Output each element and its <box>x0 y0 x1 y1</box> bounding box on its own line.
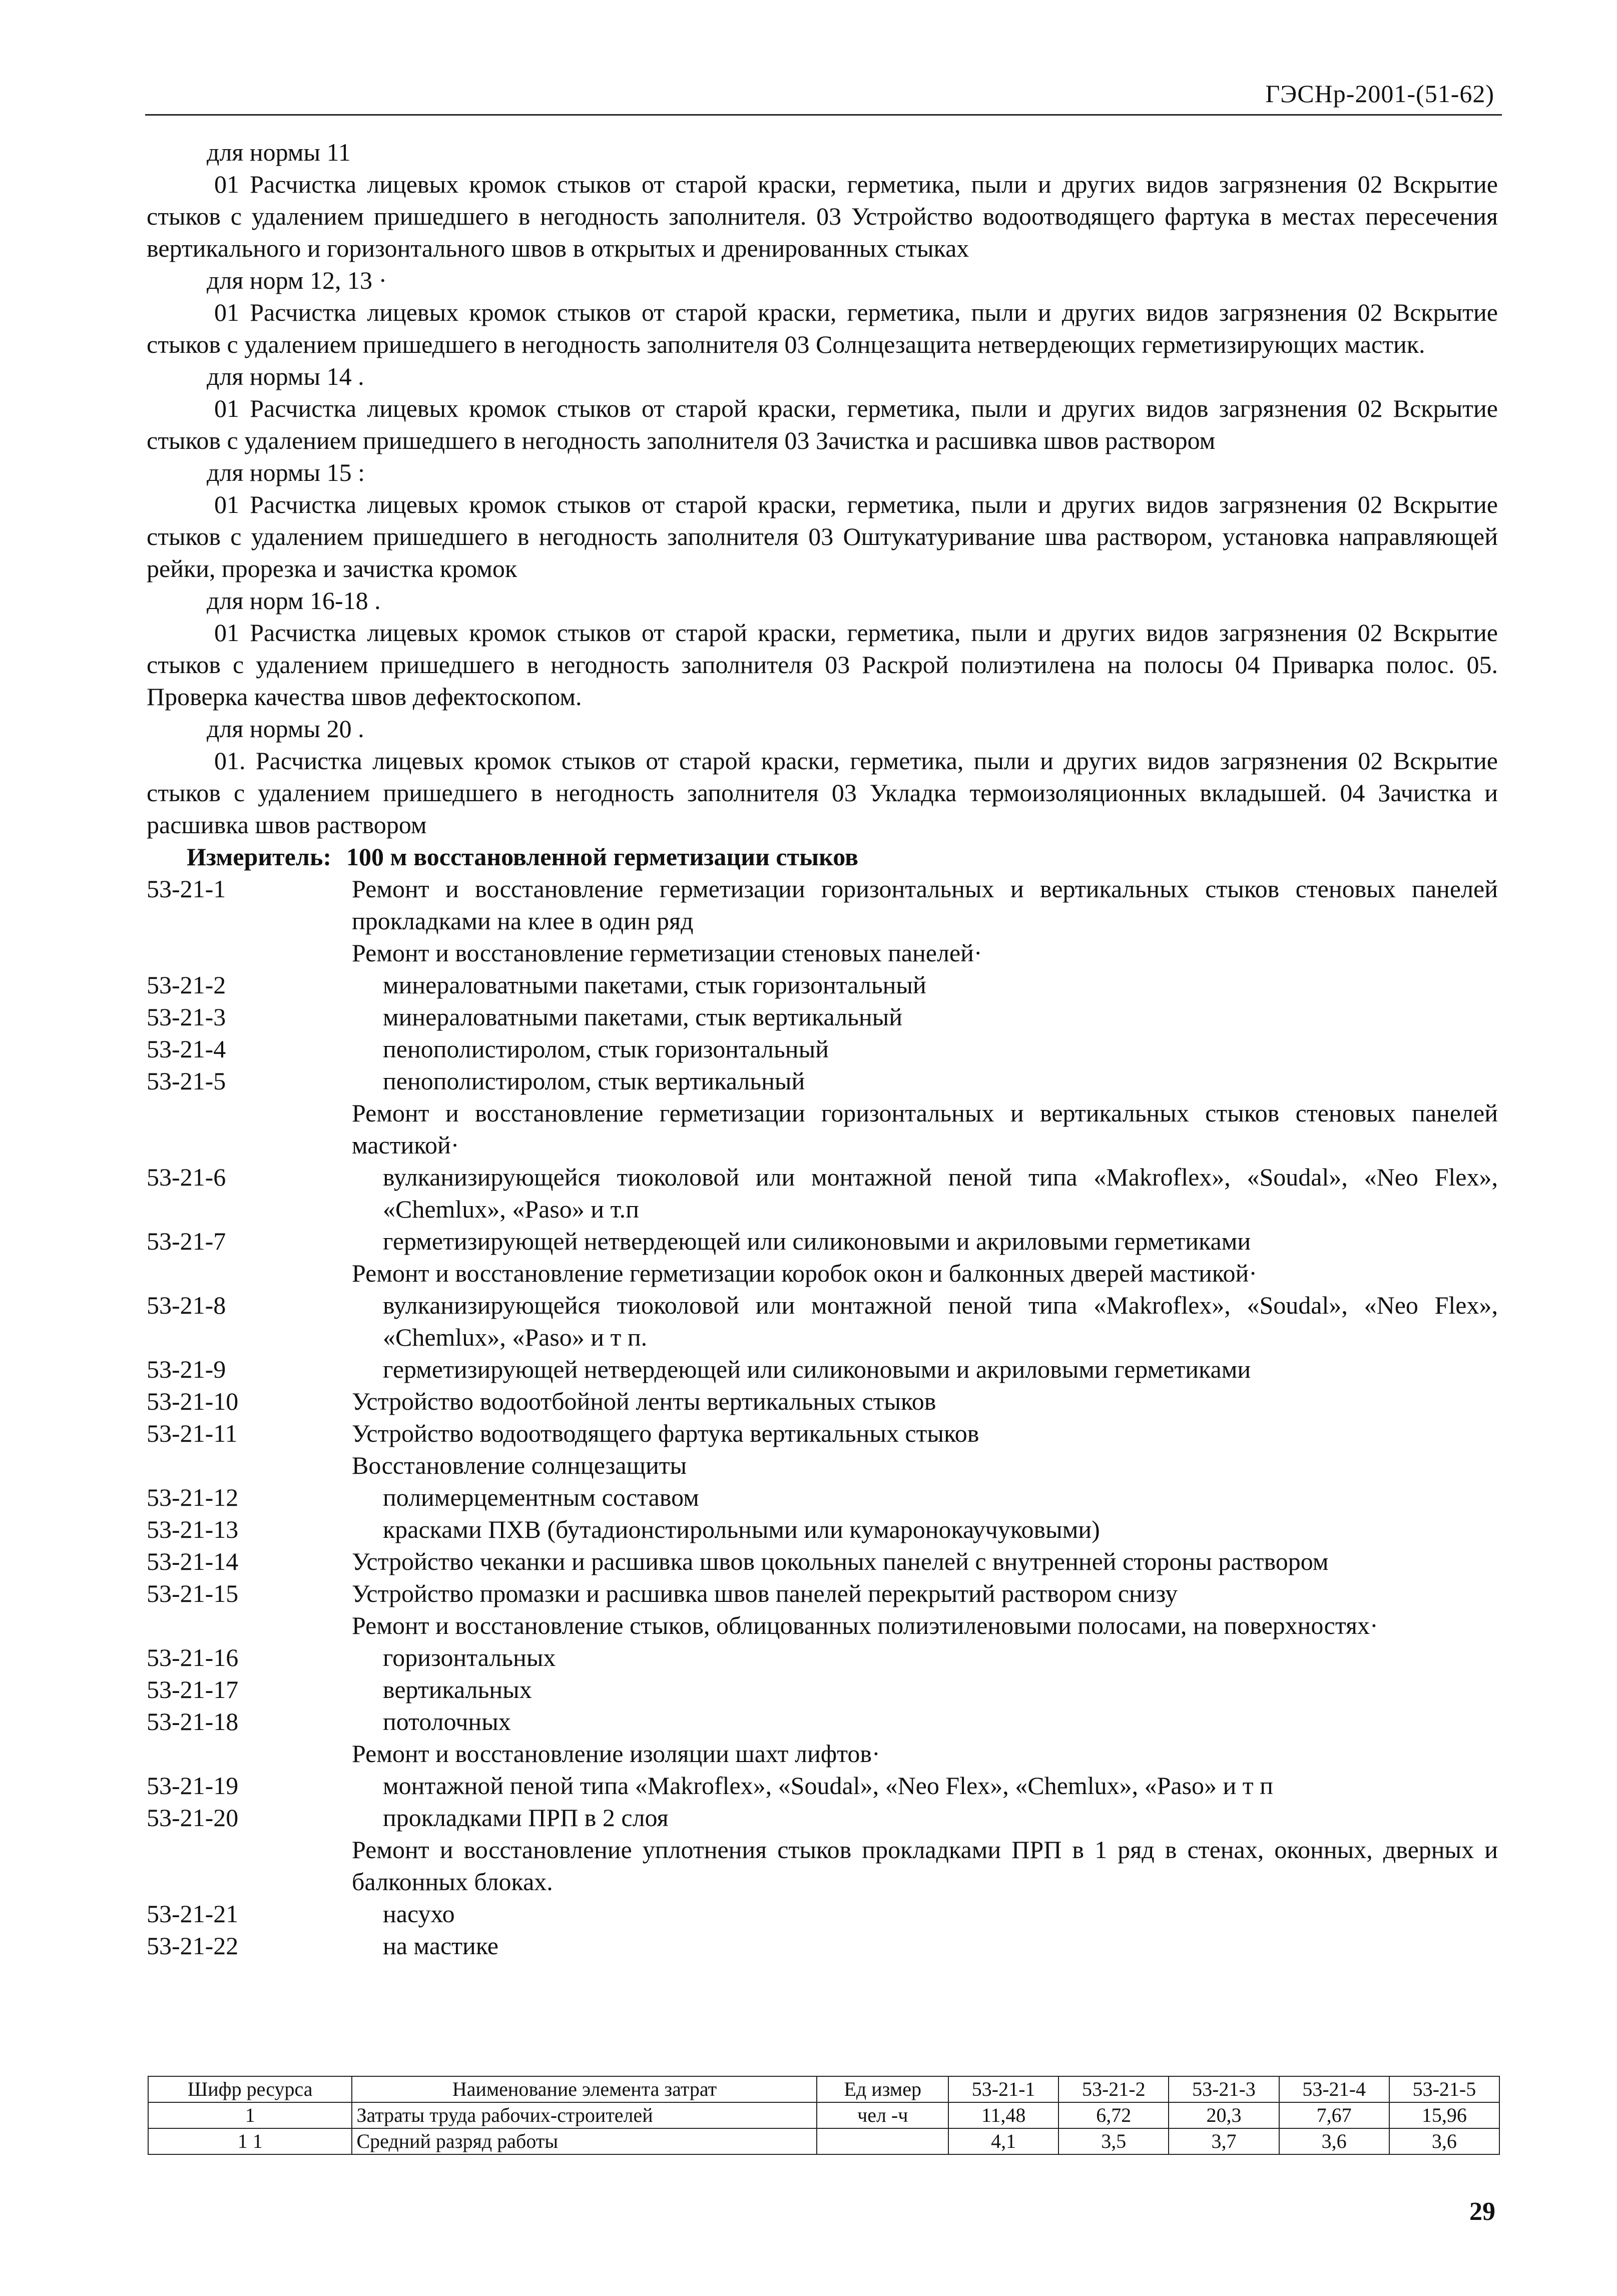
norm-description: минераловатными пакетами, стык горизонтальный <box>383 971 926 999</box>
table-cell: 3,5 <box>1058 2128 1169 2154</box>
column-header: 53-21-2 <box>1058 2076 1169 2102</box>
norm-row <box>147 1033 1498 1065</box>
work-note-text: 01 Расчистка лицевых кромок стыков от старой краски, герметика, пыли и других видов загрязнения 02 Вскрытие стыков с удалением пришедшего в негодность заполнителя 03 Солнцезащита нетвердеющих герметизирующих мастик. <box>147 298 1498 358</box>
norm-code: 53-21-2 <box>147 971 226 999</box>
norm-code <box>147 937 352 969</box>
norm-code <box>147 1449 352 1481</box>
norm-row <box>147 1513 1498 1545</box>
norm-row <box>147 1481 1498 1513</box>
column-header: Ед измер <box>817 2076 948 2102</box>
table-cell: 11,48 <box>948 2102 1058 2128</box>
norm-code: 53-21-15 <box>147 1579 239 1607</box>
work-note <box>147 585 1498 713</box>
norm-description: вертикальных <box>383 1675 532 1703</box>
table-cell: Затраты труда рабочих-строителей <box>352 2102 817 2128</box>
column-header: Шифр ресурса <box>148 2076 352 2102</box>
document-code-header: ГЭСНр-2001-(51-62) <box>1265 80 1494 108</box>
header-divider <box>145 114 1502 116</box>
page-number: 29 <box>1469 2197 1495 2226</box>
norm-group-heading <box>147 1738 1498 1770</box>
norm-code: 53-21-14 <box>147 1547 239 1575</box>
norm-code <box>147 1738 352 1770</box>
norm-description: потолочных <box>383 1707 511 1736</box>
measure-label: Измеритель: <box>187 843 332 871</box>
work-note <box>147 713 1498 841</box>
table-cell: 6,72 <box>1058 2102 1169 2128</box>
table-header-row <box>148 2076 1499 2102</box>
norm-code: 53-21-1 <box>147 875 226 903</box>
norm-row <box>147 1353 1498 1385</box>
norm-description: Устройство водоотводящего фартука вертикальных стыков <box>352 1419 979 1447</box>
norm-description: красками ПХВ (бутадионстирольными или кумаронокаучуковыми) <box>383 1515 1100 1543</box>
table-cell: чел -ч <box>817 2102 948 2128</box>
norm-code: 53-21-19 <box>147 1772 239 1800</box>
column-header: 53-21-5 <box>1389 2076 1499 2102</box>
norm-description: герметизирующей нетвердеющей или силиконовыми и акриловыми герметиками <box>383 1227 1251 1255</box>
measure-line <box>147 841 1498 873</box>
norm-description: монтажной пеной типа «Makroflex», «Soudal», «Neo Flex», «Chemlux», «Paso» и т п <box>383 1772 1273 1800</box>
norm-row <box>147 1001 1498 1033</box>
work-note-label: для норм 12, 13 · <box>207 266 387 294</box>
norm-code: 53-21-8 <box>147 1291 226 1319</box>
norm-description: Ремонт и восстановление герметизации стеновых панелей· <box>352 939 982 967</box>
table-row <box>148 2128 1499 2154</box>
norm-description: насухо <box>383 1900 455 1928</box>
norm-description: Устройство водоотбойной ленты вертикальных стыков <box>352 1387 936 1415</box>
norm-code: 53-21-18 <box>147 1707 239 1736</box>
work-note-label: для нормы 15 : <box>207 458 365 486</box>
norm-row <box>147 1577 1498 1609</box>
norm-code: 53-21-16 <box>147 1643 239 1671</box>
work-notes-section <box>147 136 1498 841</box>
norm-row <box>147 1705 1498 1738</box>
norm-row <box>147 1225 1498 1257</box>
work-note-label: для нормы 20 . <box>207 715 364 743</box>
work-note-label: для нормы 11 <box>207 138 351 166</box>
norm-description: вулканизирующейся тиоколовой или монтажной пеной типа «Makroflex», «Soudal», «Neo Flex», «Chemlux», «Paso» и т п. <box>383 1291 1498 1351</box>
norm-row <box>147 1641 1498 1673</box>
norm-code: 53-21-17 <box>147 1675 239 1703</box>
norm-row <box>147 969 1498 1001</box>
norm-code: 53-21-11 <box>147 1419 238 1447</box>
table-cell: 3,7 <box>1169 2128 1279 2154</box>
table-cell: 4,1 <box>948 2128 1058 2154</box>
norm-code: 53-21-7 <box>147 1227 226 1255</box>
norm-row <box>147 1545 1498 1577</box>
table-cell: 20,3 <box>1169 2102 1279 2128</box>
norm-code: 53-21-20 <box>147 1804 239 1832</box>
norm-description: Ремонт и восстановление изоляции шахт лифтов· <box>352 1740 880 1768</box>
table-cell: 3,6 <box>1389 2128 1499 2154</box>
norm-code <box>147 1257 352 1289</box>
work-note-label: для нормы 14 . <box>207 362 364 390</box>
table-row <box>148 2102 1499 2128</box>
norm-description: герметизирующей нетвердеющей или силиконовыми и акриловыми герметиками <box>383 1355 1251 1383</box>
norm-description: на мастике <box>383 1932 498 1960</box>
norm-code: 53-21-3 <box>147 1003 226 1031</box>
norm-row <box>147 1417 1498 1449</box>
norm-description: Ремонт и восстановление стыков, облицованных полиэтиленовыми полосами, на поверхностях· <box>352 1611 1378 1639</box>
norm-row <box>147 1770 1498 1802</box>
norm-description: Ремонт и восстановление герметизации коробок окон и балконных дверей мастикой· <box>352 1259 1257 1287</box>
norm-row <box>147 1673 1498 1705</box>
work-note-text: 01 Расчистка лицевых кромок стыков от старой краски, герметика, пыли и других видов загрязнения 02 Вскрытие стыков с удалением пришедшего в негодность заполнителя 03 Раскрой полиэтилена на полосы 04 Приварка полос. 05. Проверка качества швов дефектоскопом. <box>147 619 1498 711</box>
norm-code: 53-21-12 <box>147 1483 239 1511</box>
norm-description: вулканизирующейся тиоколовой или монтажной пеной типа «Makroflex», «Soudal», «Neo Flex», «Chemlux», «Paso» и т.п <box>383 1163 1498 1223</box>
work-note <box>147 360 1498 456</box>
norm-description: Ремонт и восстановление герметизации горизонтальных и вертикальных стыков стеновых панелей мастикой· <box>352 1099 1498 1159</box>
norm-code: 53-21-9 <box>147 1355 226 1383</box>
norm-description: минераловатными пакетами, стык вертикальный <box>383 1003 903 1031</box>
norm-group-heading <box>147 1449 1498 1481</box>
work-note-label: для норм 16-18 . <box>207 587 381 615</box>
norm-row <box>147 1161 1498 1225</box>
norm-description: Устройство чеканки и расшивка швов цокольных панелей с внутренней стороны раствором <box>352 1547 1329 1575</box>
norm-description: Ремонт и восстановление герметизации горизонтальных и вертикальных стыков стеновых панелей прокладками на клее в один ряд <box>352 875 1498 935</box>
norm-row <box>147 873 1498 937</box>
work-note-text: 01. Расчистка лицевых кромок стыков от старой краски, герметика, пыли и других видов загрязнения 02 Вскрытие стыков с удалением пришедшего в негодность заполнителя 03 Укладка термоизоляционных вкладышей. 04 Зачистка и расшивка швов раствором <box>147 747 1498 839</box>
resource-table <box>148 2076 1500 2155</box>
norm-row <box>147 1930 1498 1962</box>
table-cell: 7,67 <box>1279 2102 1389 2128</box>
column-header: 53-21-1 <box>948 2076 1058 2102</box>
norm-code: 53-21-5 <box>147 1067 226 1095</box>
table-cell: Средний разряд работы <box>352 2128 817 2154</box>
measure-value: 100 м восстановленной герметизации стыков <box>346 843 859 871</box>
norm-description: прокладками ПРП в 2 слоя <box>383 1804 669 1832</box>
table-cell: 1 <box>148 2102 352 2128</box>
norm-code <box>147 1097 352 1161</box>
work-note-text: 01 Расчистка лицевых кромок стыков от старой краски, герметика, пыли и других видов загрязнения 02 Вскрытие стыков с удалением пришедшего в негодность заполнителя 03 Зачистка и расшивка швов раствором <box>147 394 1498 454</box>
norm-group-heading <box>147 1097 1498 1161</box>
work-note <box>147 264 1498 360</box>
norm-code: 53-21-21 <box>147 1900 239 1928</box>
norm-description: пенополистиролом, стык горизонтальный <box>383 1035 829 1063</box>
norm-code: 53-21-6 <box>147 1163 226 1191</box>
norm-codes-list <box>147 873 1498 1962</box>
norm-description: Ремонт и восстановление уплотнения стыков прокладками ПРП в 1 ряд в стенах, оконных, дверных и балконных блоках. <box>352 1836 1498 1896</box>
table-cell: 3,6 <box>1279 2128 1389 2154</box>
norm-row <box>147 1289 1498 1353</box>
norm-description: Восстановление солнцезащиты <box>352 1451 687 1479</box>
norm-description: полимерцементным составом <box>383 1483 699 1511</box>
norm-code: 53-21-22 <box>147 1932 239 1960</box>
norm-description: горизонтальных <box>383 1643 556 1671</box>
norm-group-heading <box>147 1834 1498 1898</box>
norm-row <box>147 1065 1498 1097</box>
work-note <box>147 136 1498 264</box>
work-note-text: 01 Расчистка лицевых кромок стыков от старой краски, герметика, пыли и других видов загрязнения 02 Вскрытие стыков с удалением пришедшего в негодность заполнителя 03 Оштукатуривание шва раствором, установка направляющей рейки, прорезка и зачистка кромок <box>147 490 1498 583</box>
norm-description: Устройство промазки и расшивка швов панелей перекрытий раствором снизу <box>352 1579 1178 1607</box>
work-note-text: 01 Расчистка лицевых кромок стыков от старой краски, герметика, пыли и других видов загрязнения 02 Вскрытие стыков с удалением пришедшего в негодность заполнителя. 03 Устройство водоотводящего фартука в местах пересечения вертикального и горизонтального швов в открытых и дренированных стыках <box>147 170 1498 262</box>
table-cell <box>817 2128 948 2154</box>
work-note <box>147 456 1498 585</box>
column-header: 53-21-3 <box>1169 2076 1279 2102</box>
column-header: Наименование элемента затрат <box>352 2076 817 2102</box>
norm-code: 53-21-10 <box>147 1387 239 1415</box>
norm-group-heading <box>147 1257 1498 1289</box>
table-cell: 1 1 <box>148 2128 352 2154</box>
norm-code <box>147 1834 352 1898</box>
norm-code: 53-21-4 <box>147 1035 226 1063</box>
norm-group-heading <box>147 937 1498 969</box>
norm-code: 53-21-13 <box>147 1515 239 1543</box>
table-cell: 15,96 <box>1389 2102 1499 2128</box>
page-body <box>147 136 1498 1962</box>
norm-code <box>147 1609 352 1641</box>
norm-row <box>147 1385 1498 1417</box>
norm-row <box>147 1898 1498 1930</box>
norm-group-heading <box>147 1609 1498 1641</box>
norm-row <box>147 1802 1498 1834</box>
norm-description: пенополистиролом, стык вертикальный <box>383 1067 805 1095</box>
column-header: 53-21-4 <box>1279 2076 1389 2102</box>
